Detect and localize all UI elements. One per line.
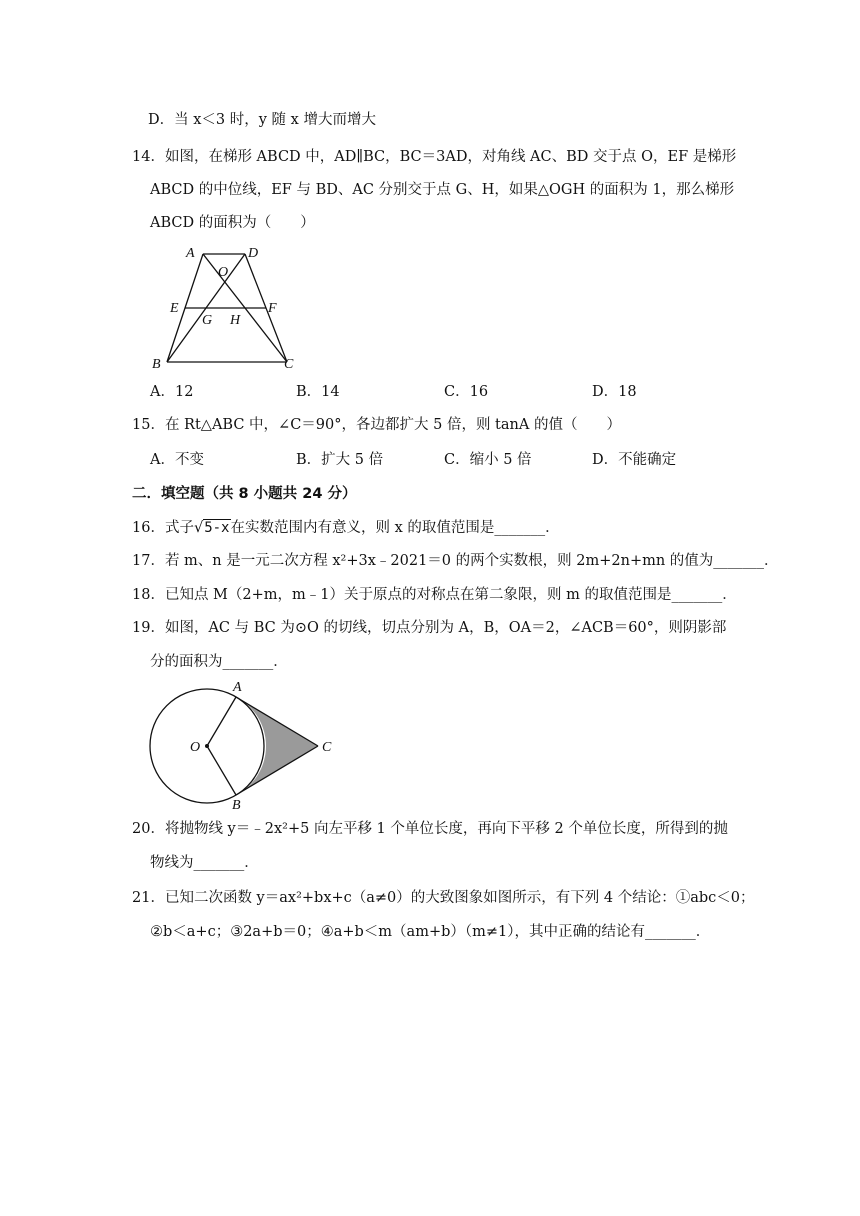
label-h: H (230, 313, 241, 328)
q14-option-d: D．18 (592, 384, 637, 400)
q21-stem-line2: ②b＜a+c；③2a+b＝0；④a+b＜m（am+b）（m≠1），其中正确的结论有_______． (150, 924, 711, 940)
section-title-fill-blank: 二．填空题（共 8 小题共 24 分） (132, 486, 357, 502)
q20-stem-line2: 物线为_______． (150, 855, 259, 871)
q14-option-c: C．16 (444, 384, 489, 400)
q13-option-d: D．当 x＜3 时，y 随 x 增大而增大 (148, 112, 376, 128)
q20-stem-line1: 20．将抛物线 y＝﹣2x²+5 向左平移 1 个单位长度，再向下平移 2 个单位长度，所得到的抛 (132, 821, 728, 837)
q15-option-b: B．扩大 5 倍 (296, 452, 384, 468)
q16-prefix: 16．式子 (132, 520, 194, 536)
label-o: O (190, 740, 201, 755)
sqrt-radicand: 5-x (204, 520, 230, 536)
q21-stem-line1: 21．已知二次函数 y＝ax²+bx+c（a≠0）的大致图象如图所示，有下列 4 个结论：①abc＜0； (132, 890, 755, 906)
label-f: F (268, 301, 277, 316)
q19-stem-line1: 19．如图，AC 与 BC 为⊙O 的切线，切点分别为 A，B，OA＝2，∠ACB＝60°，则阴影部 (132, 620, 727, 636)
q14-stem-line2: ABCD 的中位线，EF 与 BD、AC 分别交于点 G、H，如果△OGH 的面积为 1，那么梯形 (150, 182, 735, 198)
circle-tangent-figure (140, 678, 340, 812)
q19-stem-line2: 分的面积为_______． (150, 654, 288, 670)
label-a: A (186, 246, 195, 261)
q18-stem: 18．已知点 M（2+m，m﹣1）关于原点的对称点在第二象限，则 m 的取值范围是_______． (132, 587, 737, 603)
trapezoid-figure (142, 240, 310, 372)
label-c: C (322, 740, 332, 755)
label-e: E (170, 301, 179, 316)
label-o: O (218, 265, 229, 280)
q17-stem: 17．若 m、n 是一元二次方程 x²+3x﹣2021＝0 的两个实数根，则 2m+2n+mn 的值为_______． (132, 553, 779, 569)
q15-option-d: D．不能确定 (592, 452, 677, 468)
label-d: D (248, 246, 259, 261)
q16-stem (132, 518, 560, 538)
q15-option-c: C．缩小 5 倍 (444, 452, 532, 468)
label-g: G (202, 313, 213, 328)
q15-option-a: A．不变 (150, 452, 204, 468)
q15-stem: 15．在 Rt△ABC 中，∠C＝90°，各边都扩大 5 倍，则 tanA 的值（ ） (132, 417, 621, 433)
q16-suffix: 在实数范围内有意义，则 x 的取值范围是_______． (230, 520, 560, 536)
q14-option-b: B．14 (296, 384, 340, 400)
sqrt-sign-icon: √ (193, 520, 204, 536)
q14-stem-line3: ABCD 的面积为（ ） (150, 215, 315, 231)
label-a: A (233, 680, 242, 695)
label-b: B (232, 798, 241, 812)
q14-option-a: A．12 (150, 384, 194, 400)
q14-stem-line1: 14．如图，在梯形 ABCD 中，AD∥BC，BC＝3AD，对角线 AC、BD 交于点 O，EF 是梯形 (132, 149, 737, 165)
sqrt-expression (194, 518, 231, 538)
label-c: C (284, 357, 294, 372)
label-b: B (152, 357, 161, 372)
